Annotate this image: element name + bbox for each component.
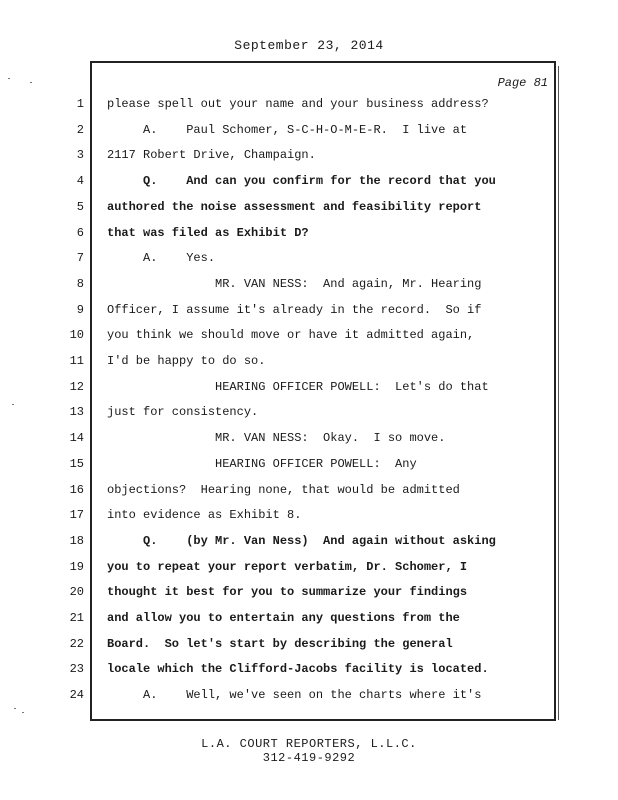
scan-speck [22,712,24,713]
transcript-line: A. Well, we've seen on the charts where it's [107,688,482,702]
page-number: Page 81 [497,76,548,90]
transcript-line: I'd be happy to do so. [107,354,266,368]
line-number: 23 [69,662,84,676]
line-number: 22 [69,637,84,651]
transcript-line: HEARING OFFICER POWELL: Any [107,457,417,471]
transcript-line: authored the noise assessment and feasibility report [107,200,482,214]
transcript-line: A. Yes. [107,251,216,265]
line-number: 6 [76,226,84,240]
line-number: 19 [69,560,84,574]
header-date: September 23, 2014 [234,38,384,53]
line-number: 1 [76,97,84,111]
line-number: 3 [76,148,84,162]
transcript-line: into evidence as Exhibit 8. [107,508,302,522]
transcript-line: HEARING OFFICER POWELL: Let's do that [107,380,489,394]
line-number: 12 [69,380,84,394]
line-number: 8 [76,277,84,291]
scan-speck [12,404,14,405]
footer-phone: 312-419-9292 [262,751,356,765]
transcript-line: please spell out your name and your business address? [107,97,489,111]
transcript-line: Board. So let's start by describing the general [107,637,453,651]
transcript-line: just for consistency. [107,405,259,419]
scan-speck [30,82,32,83]
line-number: 20 [69,585,84,599]
transcript-line: 2117 Robert Drive, Champaign. [107,148,316,162]
line-number: 14 [69,431,84,445]
line-number: 21 [69,611,84,625]
transcript-line: MR. VAN NESS: And again, Mr. Hearing [107,277,482,291]
transcript-line: that was filed as Exhibit D? [107,226,309,240]
line-number: 10 [69,328,84,342]
transcript-line: Q. And can you confirm for the record that you [107,174,496,188]
line-number: 18 [69,534,84,548]
transcript-line: you think we should move or have it admitted again, [107,328,475,342]
transcript-line: Q. (by Mr. Van Ness) And again without asking [107,534,496,548]
transcript-line: MR. VAN NESS: Okay. I so move. [107,431,446,445]
line-number: 11 [69,354,84,368]
scan-speck [14,708,16,709]
line-number: 17 [69,508,84,522]
line-number: 16 [69,483,84,497]
line-number: 15 [69,457,84,471]
scan-speck [8,78,10,79]
transcript-line: locale which the Clifford-Jacobs facility is located. [107,662,489,676]
line-number: 7 [76,251,84,265]
line-number: 9 [76,303,84,317]
transcript-line: A. Paul Schomer, S-C-H-O-M-E-R. I live at [107,123,468,137]
footer-company: L.A. COURT REPORTERS, L.L.C. [201,737,417,751]
transcript-line: Officer, I assume it's already in the record. So if [107,303,482,317]
transcript-line: objections? Hearing none, that would be admitted [107,483,460,497]
line-number: 5 [76,200,84,214]
transcript-line: and allow you to entertain any questions from the [107,611,460,625]
transcript-line: you to repeat your report verbatim, Dr. Schomer, I [107,560,468,574]
line-number: 13 [69,405,84,419]
line-number: 24 [69,688,84,702]
line-number: 4 [76,174,84,188]
line-number: 2 [76,123,84,137]
transcript-line: thought it best for you to summarize your findings [107,585,468,599]
